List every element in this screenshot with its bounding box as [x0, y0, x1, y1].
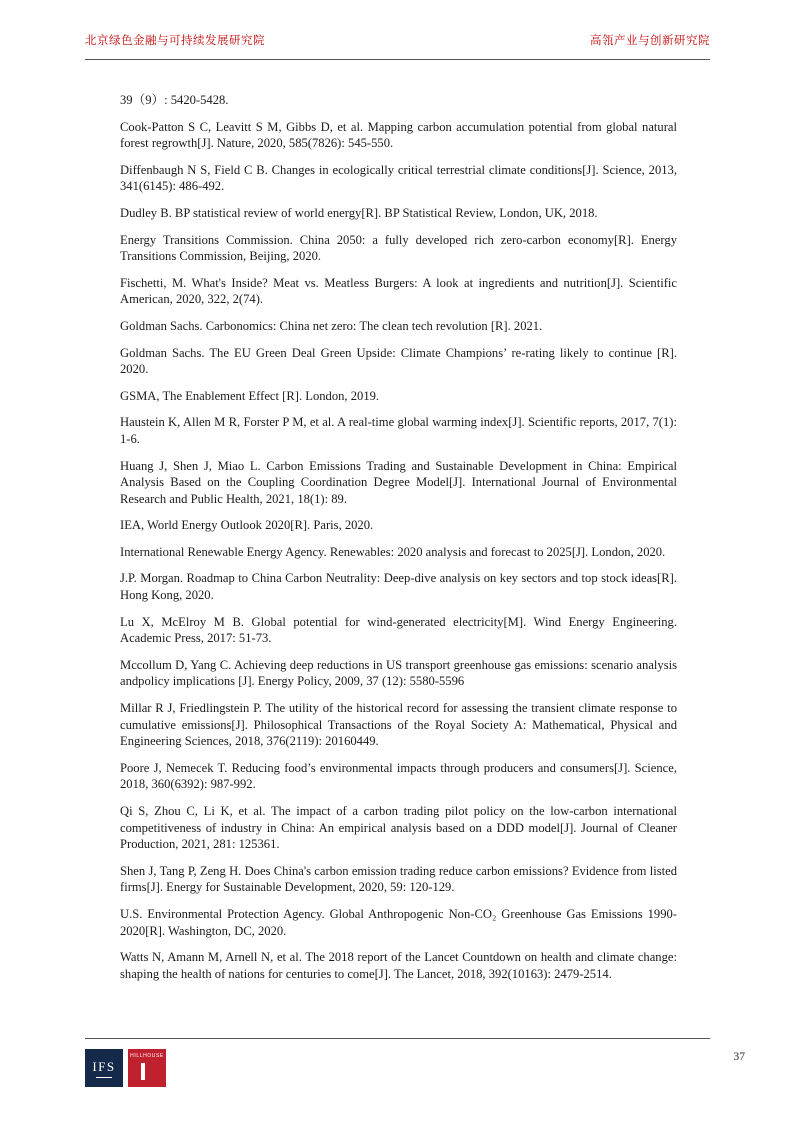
reference-item: 39（9）: 5420-5428. [120, 93, 229, 107]
hillhouse-logo-mark [141, 1063, 145, 1080]
reference-item: International Renewable Energy Agency. Renewables: 2020 analysis and forecast to 2025[J]. London, 2020. [120, 544, 666, 559]
page-number: 37 [733, 1051, 745, 1063]
reference-item: Shen J, Tang P, Zeng H. Does China's carbon emission trading reduce carbon emissions? Evidence from listed firms[J]. Energy for Sustainable Development, 2020, 59: 120-129. [120, 863, 677, 895]
hillhouse-logo [128, 1049, 166, 1087]
reference-item: Poore J, Nemecek T. Reducing food’s environmental impacts through producers and consumers[J]. Science, 2018, 360(6392): 987-992. [120, 760, 677, 792]
ifs-logo [85, 1049, 123, 1087]
reference-item: Mccollum D, Yang C. Achieving deep reductions in US transport greenhouse gas emissions: scenario analysis andpolicy implications [J]. Energy Policy, 2009, 37 (12): 5580-5596 [120, 657, 677, 689]
reference-item: Millar R J, Friedlingstein P. The utility of the historical record for assessing the transient climate response to cumulative emissions[J]. Philosophical Transactions of the Royal Society A: Mathematical, Physical and Engineering Sciences, 2018, 376(2119): 20160449. [120, 701, 677, 749]
reference-item: Haustein K, Allen M R, Forster P M, et al. A real-time global warming index[J]. Scientific reports, 2017, 7(1): 1-6. [120, 415, 677, 446]
page-header [85, 32, 710, 60]
reference-item: Goldman Sachs. Carbonomics: China net zero: The clean tech revolution [R]. 2021. [120, 318, 543, 333]
reference-item: Diffenbaugh N S, Field C B. Changes in ecologically critical terrestrial climate conditions[J]. Science, 2013, 341(6145): 486-492. [120, 162, 677, 194]
reference-item: J.P. Morgan. Roadmap to China Carbon Neutrality: Deep-dive analysis on key sectors and top stock ideas[R]. Hong Kong, 2020. [120, 571, 677, 603]
reference-item: Lu X, McElroy M B. Global potential for wind-generated electricity[M]. Wind Energy Engineering. Academic Press, 2017: 51-73. [120, 614, 677, 646]
header-right-institution: 高瓴产业与创新研究院 [590, 35, 710, 47]
reference-item: Fischetti, M. What's Inside? Meat vs. Meatless Burgers: A look at ingredients and nutrition[J]. Scientific American, 2020, 322, 2(74). [120, 275, 677, 307]
reference-item: Cook-Patton S C, Leavitt S M, Gibbs D, et al. Mapping carbon accumulation potential from global natural forest regrowth[J]. Nature, 2020, 585(7826): 545-550. [120, 119, 677, 151]
header-left-institution: 北京绿色金融与可持续发展研究院 [85, 35, 265, 47]
hillhouse-logo-text: HILLHOUSE [130, 1053, 164, 1059]
reference-item: U.S. Environmental Protection Agency. Global Anthropogenic Non-CO₂ Greenhouse Gas Emissions 1990-2020[R]. Washington, DC, 2020. [120, 906, 677, 938]
reference-item: Dudley B. BP statistical review of world energy[R]. BP Statistical Review, London, UK, 2018. [120, 205, 598, 220]
reference-item: Goldman Sachs. The EU Green Deal Green Upside: Climate Champions’ re-rating likely to continue [R]. 2020. [120, 345, 677, 377]
footer-divider [85, 1038, 710, 1039]
footer-logos [85, 1049, 166, 1087]
reference-item: Qi S, Zhou C, Li K, et al. The impact of a carbon trading pilot policy on the low-carbon international competitiveness of industry in China: An empirical analysis based on a DDD model[J]. Journal of Cleaner Production, 2021, 281: 125361. [120, 804, 677, 852]
ifs-logo-text: IFS [92, 1058, 116, 1074]
reference-item: Watts N, Amann M, Arnell N, et al. The 2018 report of the Lancet Countdown on health and climate change: shaping the health of nations for centuries to come[J]. The Lancet, 2018, 392(10163): 2479-2514. [120, 950, 677, 981]
reference-item: GSMA, The Enablement Effect [R]. London, 2019. [120, 388, 380, 403]
reference-item: Huang J, Shen J, Miao L. Carbon Emissions Trading and Sustainable Development in China: Empirical Analysis Based on the Coupling Coordination Degree Model[J]. International Journal of Environmental Research and Public Health, 2021, 18(1): 89. [120, 458, 677, 506]
reference-item: Energy Transitions Commission. China 2050: a fully developed rich zero-carbon economy[R]. Energy Transitions Commission, Beijing, 2020. [120, 232, 677, 264]
references-list [120, 92, 677, 992]
ifs-logo-rule [96, 1077, 112, 1078]
reference-item: IEA, World Energy Outlook 2020[R]. Paris, 2020. [120, 518, 374, 533]
